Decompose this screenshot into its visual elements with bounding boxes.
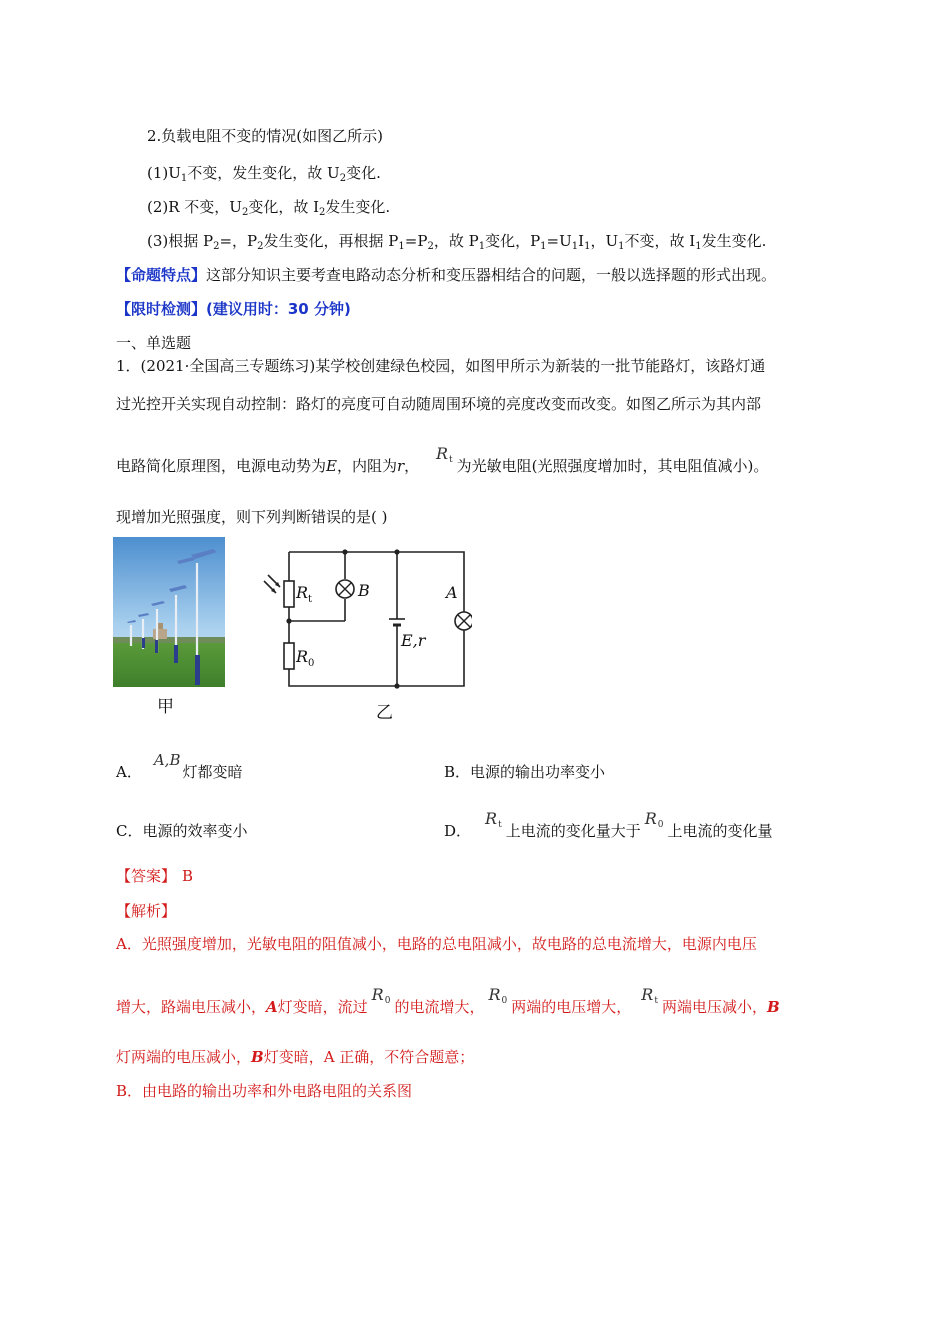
feature-line xyxy=(116,265,776,285)
part-title: 一、单选题 xyxy=(116,334,192,352)
feature-text: 这部分知识主要考查电路动态分析和变压器相结合的问题，一般以选择题的形式出现。 xyxy=(206,266,777,284)
circuit-diagram xyxy=(262,543,472,693)
question-line2: 过光控开关实现自动控制：路灯的亮度可自动随周围环境的亮度改变而改变。如图乙所示为其内部 xyxy=(116,395,762,413)
section2-item3: (3)根据 $P_2=$，$P_2$发生变化，再根据 $P_1=P_2$，故 $P_1$变化，$P_1=U_1I_1$，$U_1$不变，故 $I_1$发生变化. xyxy=(147,232,767,252)
r0-label: $R_0$ xyxy=(296,647,315,669)
ab-symbol: A,B xyxy=(153,751,181,769)
option-d: D．Rt 上电流的变化量大于R0 上电流的变化量 xyxy=(444,809,773,840)
analysis-label: 【解析】 xyxy=(116,902,177,920)
feature-label: 【命题特点】 xyxy=(116,266,207,284)
option-b: B．电源的输出功率变小 xyxy=(444,763,606,781)
rt-label: $R_t$ xyxy=(296,583,313,605)
question-line1: 1．(2021·全国高三专题练习)某学校创建绿色校园，如图甲所示为新装的一批节能路灯，该路灯通 xyxy=(116,357,766,375)
analysis-line2: 增大，路端电压减小，A灯变暗，流过R0 的电流增大，R0 两端的电压增大，Rt 两端电压减小，B xyxy=(116,985,780,1016)
battery-label: E,r xyxy=(401,631,426,650)
option-a: A．A,B灯都变暗 xyxy=(116,751,243,781)
section2-item1: $(1)U_1$不变，发生变化，故 $U_2$变化. xyxy=(147,164,381,184)
bulb-a-label: A xyxy=(446,583,458,602)
analysis-line4: B．由电路的输出功率和外电路电阻的关系图 xyxy=(116,1082,413,1100)
figure-yi-label: 乙 xyxy=(376,703,393,723)
answer-line: 【答案】 B xyxy=(116,867,194,885)
section2-heading: 2.负载电阻不变的情况(如图乙所示) xyxy=(147,127,384,145)
analysis-line3: 灯两端的电压减小，B灯变暗，A 正确，不符合题意； xyxy=(116,1048,475,1066)
option-c: C．电源的效率变小 xyxy=(116,822,248,840)
section2-item2: (2)R 不变，$U_2$变化，故 $I_2$发生变化. xyxy=(147,198,391,218)
test-label: 【限时检测】(建议用时：30 分钟) xyxy=(116,300,351,318)
question-line4: 现增加光照强度，则下列判断错误的是( ) xyxy=(116,508,388,526)
figure-jia-label: 甲 xyxy=(157,697,174,717)
rt-symbol: Rt xyxy=(435,444,453,465)
bulb-b-label: B xyxy=(358,581,370,600)
street-lamp-photo xyxy=(113,537,225,687)
analysis-line1: A．光照强度增加，光敏电阻的阻值减小，电路的总电阻减小，故电路的总电流增大，电源内电压 xyxy=(116,935,757,953)
question-line3: 电路简化原理图，电源电动势为E，内阻为r， Rt 为光敏电阻(光照强度增加时，其电阻值减小)。 xyxy=(116,444,769,475)
